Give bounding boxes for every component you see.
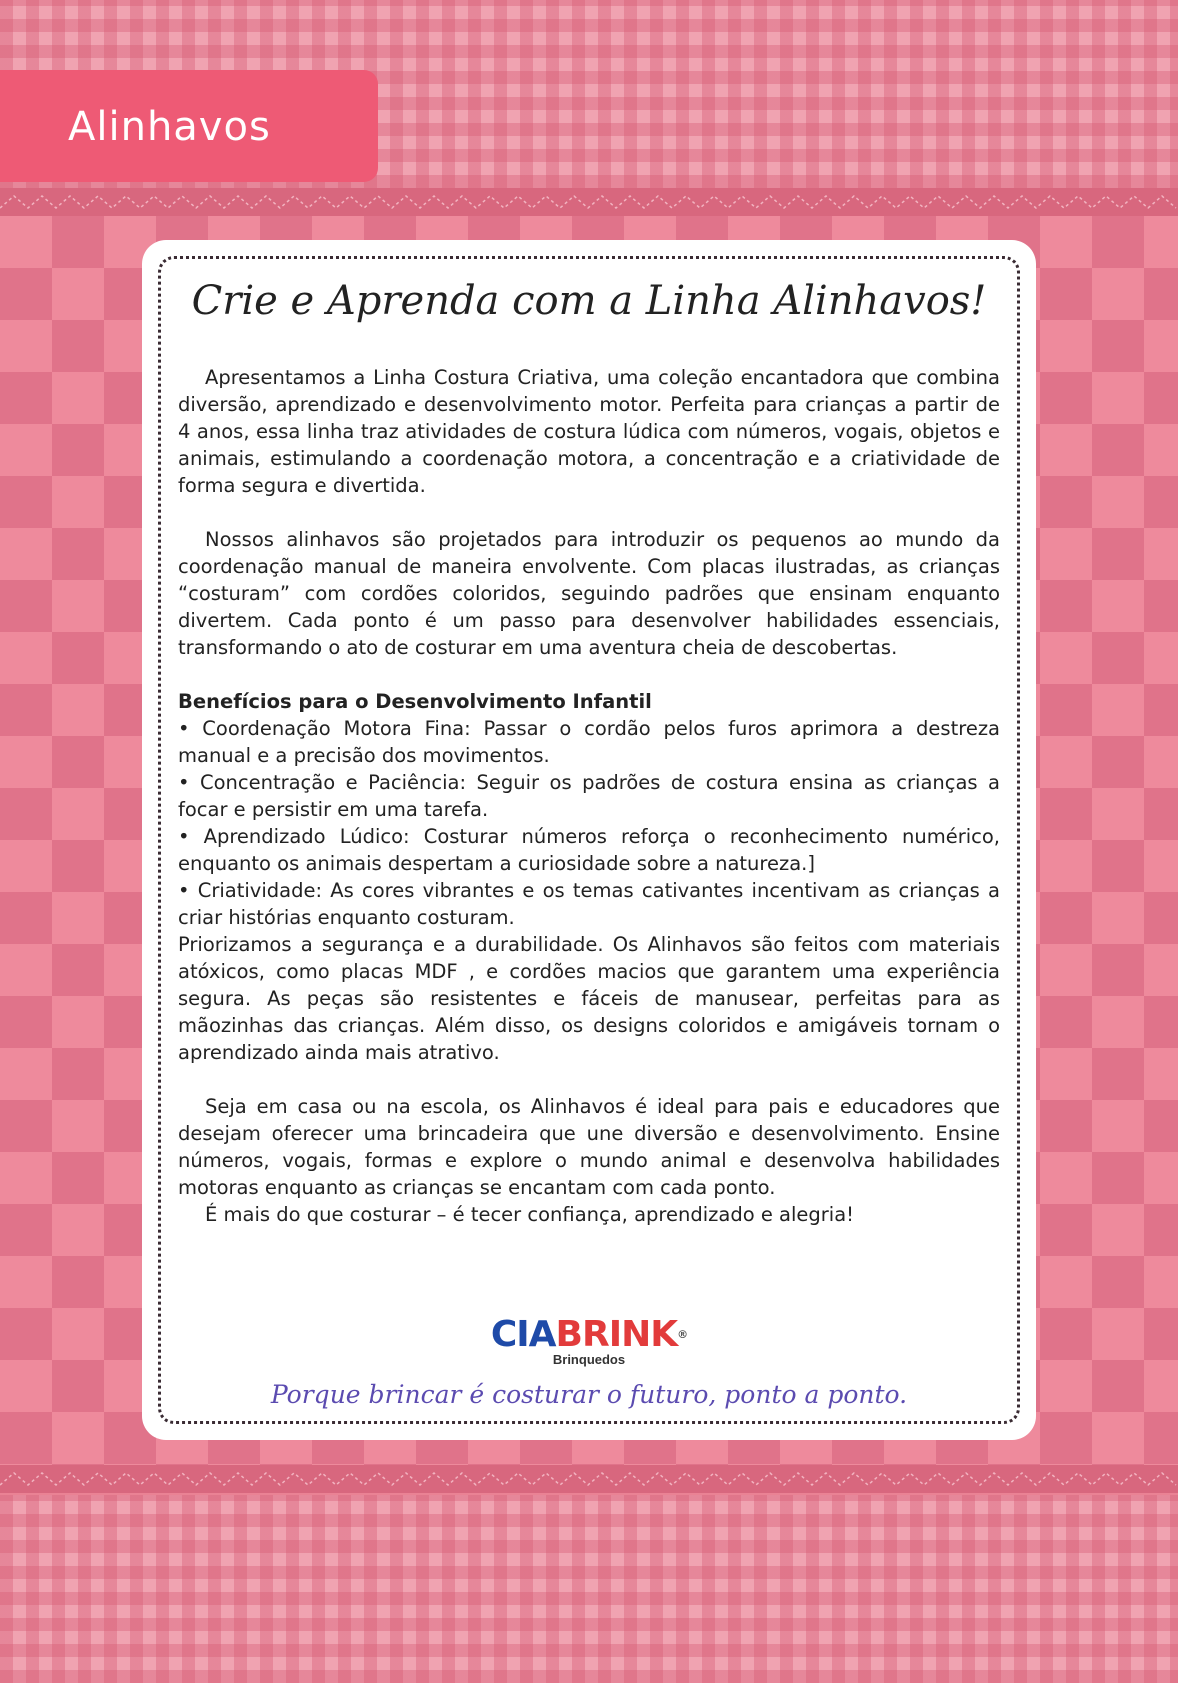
stitch-band-top (0, 188, 1178, 216)
benefit-item: • Aprendizado Lúdico: Costurar números reforça o reconhecimento numérico, enquanto os animais despertam a curiosidade sobre a natureza.] (178, 825, 1000, 875)
paragraph-home-school: Seja em casa ou na escola, os Alinhavos é ideal para pais e educadores que desejam oferecer uma brincadeira que une diversão e desenvolvimento. Ensine números, vogais, formas e explore o mundo animal e desenvolva habilidades motoras enquanto as crianças se encantam com cada ponto. (178, 1095, 1000, 1199)
paragraph-intro: Apresentamos a Linha Costura Criativa, uma coleção encantadora que combina diversão, aprendizado e desenvolvimento motor. Perfeita para crianças a partir de 4 anos, essa linha traz atividades de costura lúdica com números, vogais, objetos e animais, estimulando a coordenação motora, a concentração e a criatividade de forma segura e divertida. (178, 366, 1000, 497)
benefit-item: • Coordenação Motora Fina: Passar o cordão pelos furos aprimora a destreza manual e a precisão dos movimentos. (178, 717, 1000, 767)
paragraph-safety: Priorizamos a segurança e a durabilidade. Os Alinhavos são feitos com materiais atóxicos, como placas MDF , e cordões macios que garantem uma experiência segura. As peças são resistentes e fáceis de manusear, perfeitas para as mãozinhas das crianças. Além disso, os designs coloridos e amigáveis tornam o aprendizado ainda mais atrativo. (178, 933, 1000, 1064)
header-tab (0, 70, 378, 182)
logo-wordmark: CIABRINK® (490, 1314, 688, 1355)
paragraph-alinhavos: Nossos alinhavos são projetados para introduzir os pequenos ao mundo da coordenação manual de maneira envolvente. Com placas ilustradas, as crianças “costuram” com cordões coloridos, seguindo padrões que ensinam enquanto divertem. Cada ponto é um passo para desenvolver habilidades essenciais, transformando o ato de costurar em uma aventura cheia de descobertas. (178, 528, 1000, 659)
content-card (142, 240, 1036, 1440)
paragraph-closing: É mais do que costurar – é tecer confiança, aprendizado e alegria! (205, 1203, 854, 1226)
tagline: Porque brincar é costurar o futuro, ponto a ponto. (270, 1380, 908, 1409)
card-title: Crie e Aprenda com a Linha Alinhavos! (191, 278, 987, 324)
ciabrink-logo (142, 1316, 1036, 1367)
benefit-item: • Criatividade: As cores vibrantes e os temas cativantes incentivam as crianças a criar histórias enquanto costuram. (178, 879, 1000, 929)
benefit-item: • Concentração e Paciência: Seguir os padrões de costura ensina as crianças a focar e persistir em uma tarefa. (178, 771, 1000, 821)
header-title: Alinhavos (68, 104, 271, 150)
benefits-heading: Benefícios para o Desenvolvimento Infantil (178, 690, 652, 713)
stitch-band-bottom (0, 1465, 1178, 1493)
gingham-bottom-band (0, 1495, 1178, 1683)
card-body (178, 364, 1000, 1228)
logo-subtitle: Brinquedos (552, 1352, 626, 1367)
